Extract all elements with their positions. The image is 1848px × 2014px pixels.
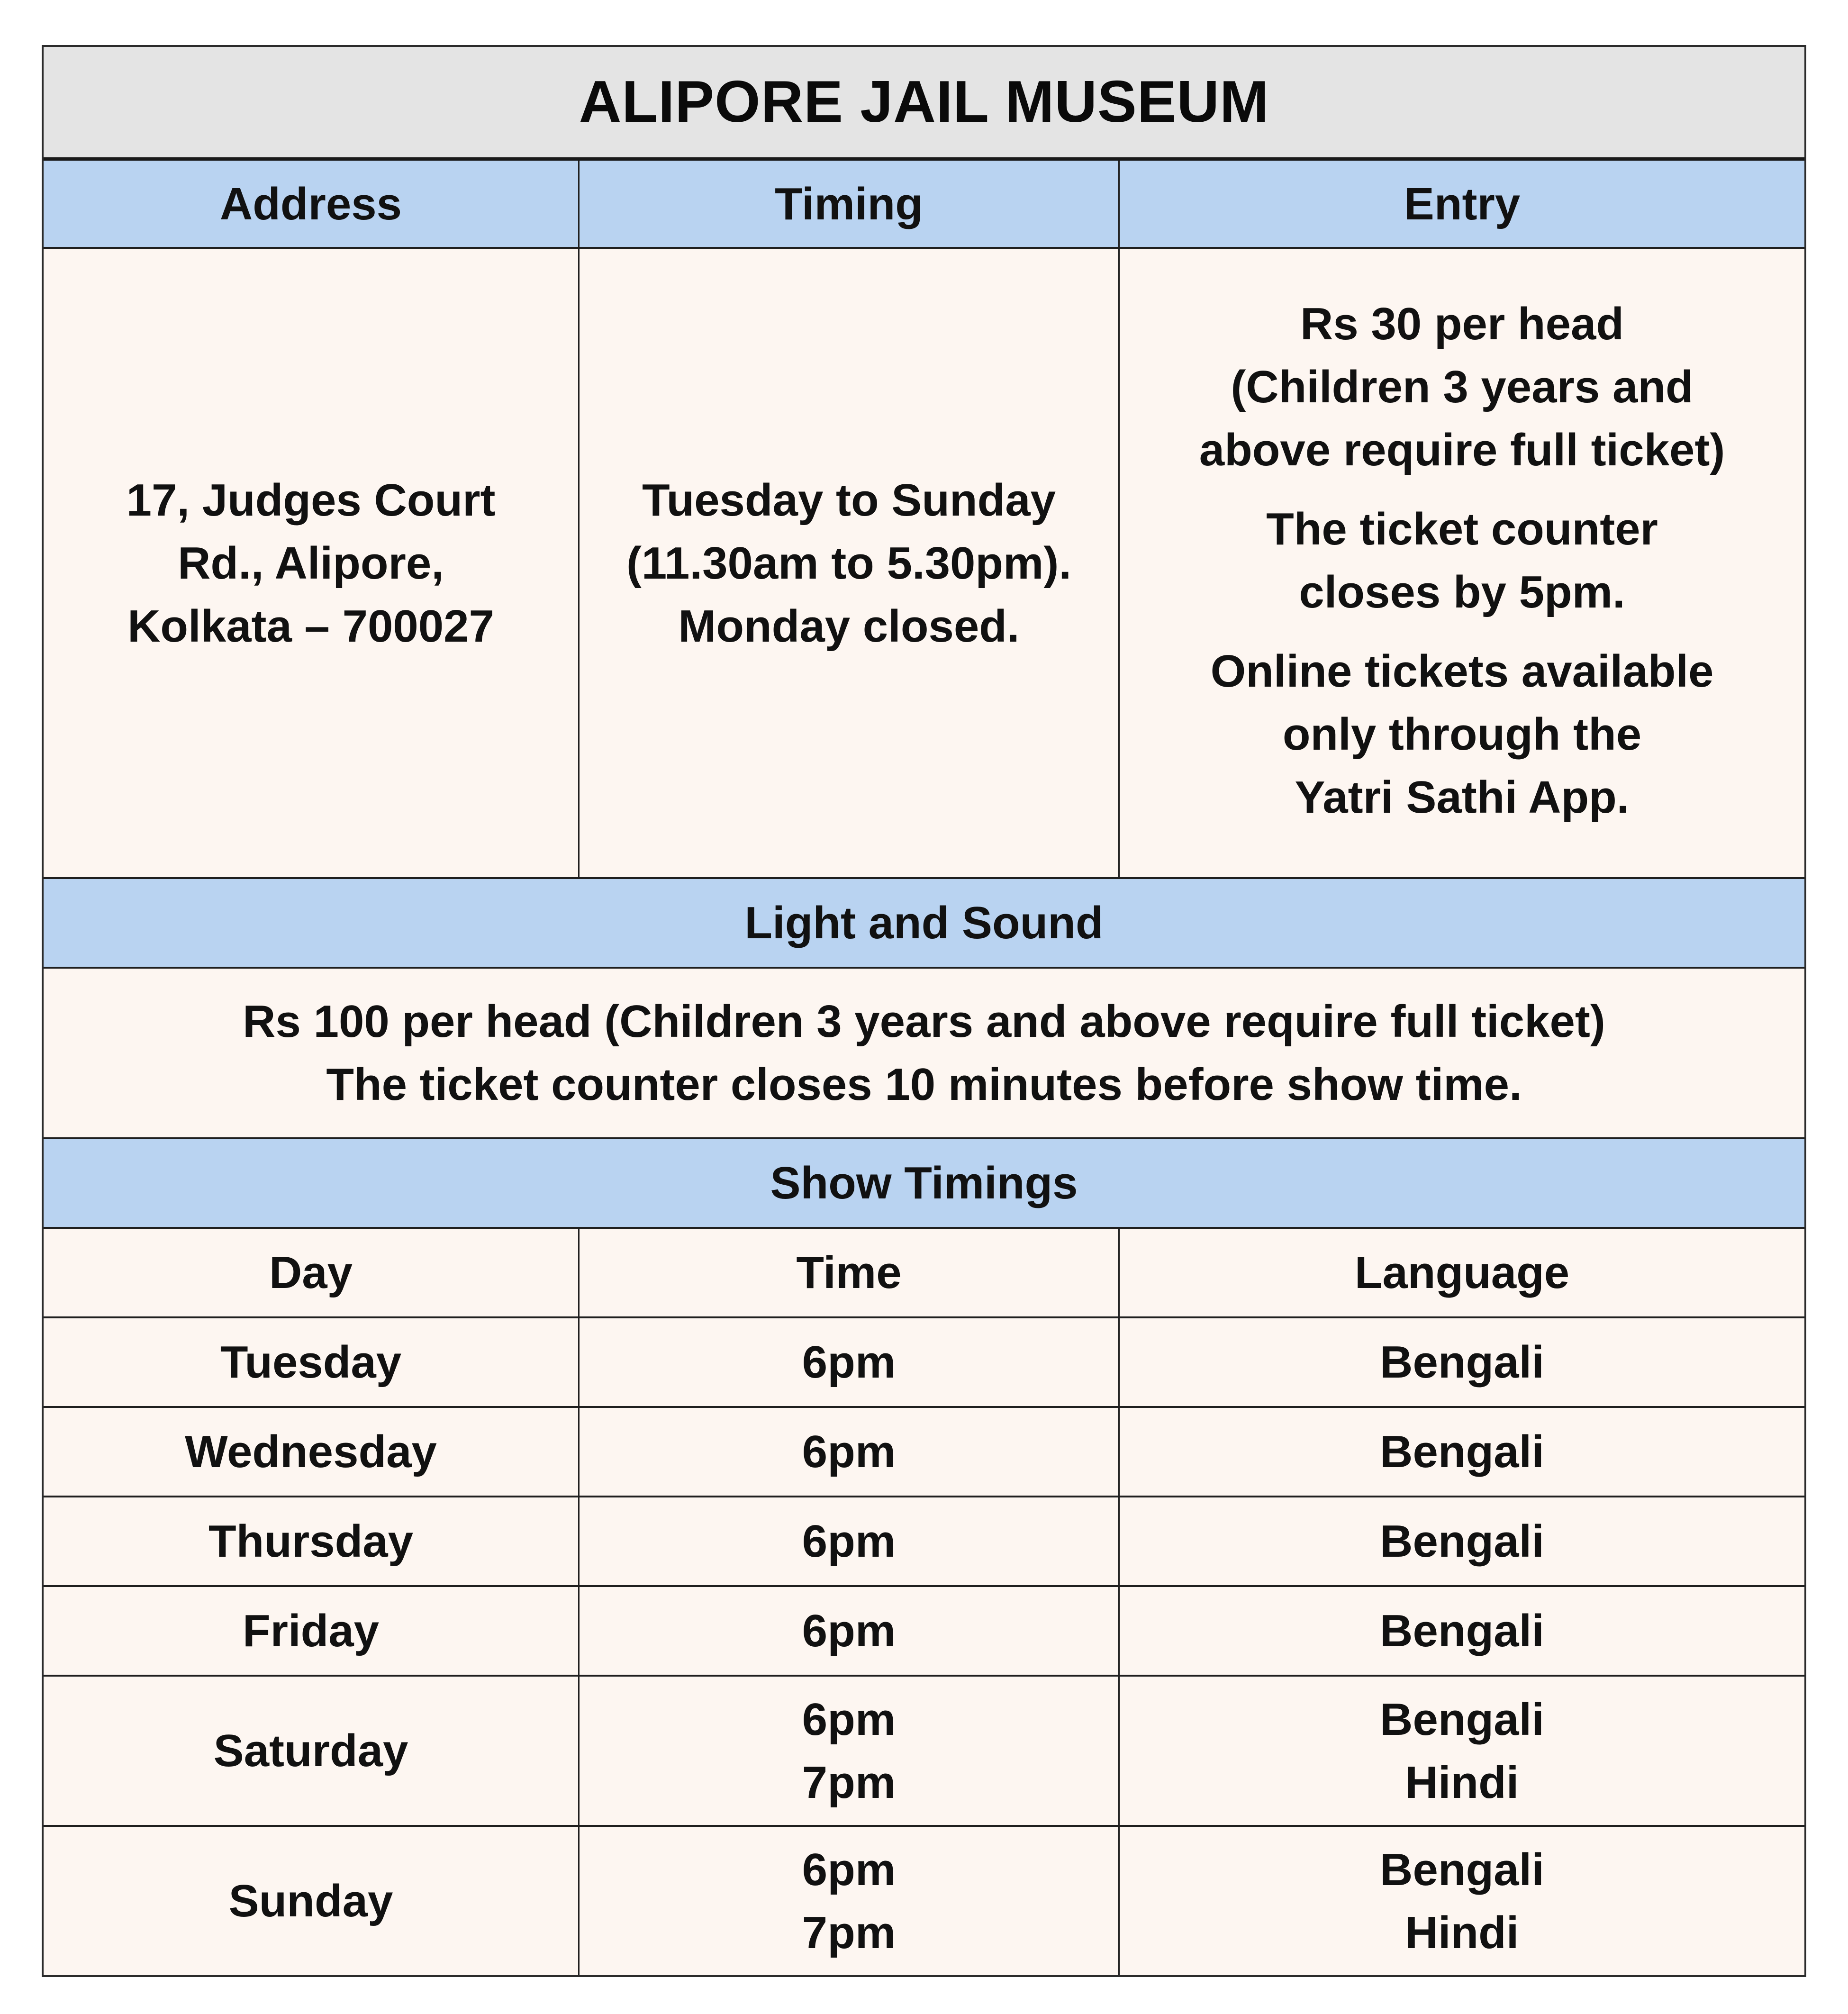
header-address: Address — [219, 178, 402, 229]
light-sound-body — [44, 969, 1804, 1137]
column-header-day: Day — [269, 1247, 353, 1298]
language-value: Hindi — [1405, 1907, 1519, 1958]
language-cell — [1118, 1677, 1804, 1825]
language-value: Bengali — [1380, 1337, 1544, 1388]
entry-line: Online tickets available — [1210, 646, 1714, 697]
title-row — [44, 47, 1804, 157]
ticket-counter-paragraph — [1266, 498, 1658, 624]
online-tickets-paragraph — [1211, 640, 1714, 829]
show-timings-column-headers — [44, 1227, 1804, 1316]
time-cell — [578, 1497, 1118, 1585]
language-value: Bengali — [1380, 1426, 1544, 1477]
entry-cell — [1118, 249, 1804, 877]
day-cell: Sunday — [228, 1876, 393, 1926]
entry-line: The ticket counter — [1266, 504, 1658, 554]
table-row — [44, 1675, 1804, 1825]
timing-cell — [578, 249, 1118, 877]
language-cell — [1118, 1497, 1804, 1585]
time-value: 7pm — [802, 1907, 896, 1958]
table-row — [44, 1406, 1804, 1496]
entry-line: (Children 3 years and — [1231, 362, 1694, 412]
address-cell — [44, 249, 578, 877]
page-title: ALIPORE JAIL MUSEUM — [579, 69, 1269, 135]
day-cell: Wednesday — [185, 1426, 437, 1477]
time-value: 6pm — [802, 1426, 896, 1477]
timing-line: Tuesday to Sunday — [642, 474, 1056, 526]
show-timings-header: Show Timings — [770, 1158, 1078, 1208]
day-cell: Tuesday — [220, 1337, 402, 1388]
address-line: 17, Judges Court — [126, 474, 496, 526]
table-row — [44, 1825, 1804, 1975]
museum-info-table — [42, 45, 1806, 1977]
language-value: Bengali — [1380, 1844, 1544, 1895]
language-value: Bengali — [1380, 1516, 1544, 1567]
time-cell — [578, 1408, 1118, 1496]
time-cell — [578, 1827, 1118, 1975]
time-value: 6pm — [802, 1606, 896, 1656]
timing-line: Monday closed. — [678, 600, 1020, 652]
entry-fee-paragraph — [1199, 292, 1725, 481]
time-cell — [578, 1587, 1118, 1675]
time-value: 6pm — [802, 1516, 896, 1567]
language-value: Bengali — [1380, 1694, 1544, 1745]
light-sound-body-row — [44, 967, 1804, 1137]
entry-line: only through the — [1282, 709, 1642, 760]
address-line: Rd., Alipore, — [178, 537, 444, 589]
header-entry: Entry — [1118, 161, 1804, 247]
language-value: Bengali — [1380, 1606, 1544, 1656]
light-sound-line: Rs 100 per head (Children 3 years and above require full ticket) — [243, 996, 1605, 1047]
time-value: 7pm — [802, 1757, 896, 1808]
time-value: 6pm — [802, 1844, 896, 1895]
language-cell — [1118, 1827, 1804, 1975]
table-row — [44, 1496, 1804, 1585]
day-cell: Friday — [242, 1606, 380, 1656]
time-value: 6pm — [802, 1337, 896, 1388]
info-header-row — [44, 157, 1804, 247]
language-value: Hindi — [1405, 1757, 1519, 1808]
address-line: Kolkata – 700027 — [127, 600, 494, 652]
entry-line: closes by 5pm. — [1299, 567, 1625, 617]
timing-line: (11.30am to 5.30pm). — [626, 537, 1072, 589]
entry-line: Yatri Sathi App. — [1295, 772, 1630, 823]
light-sound-line: The ticket counter closes 10 minutes before show time. — [326, 1059, 1522, 1110]
time-value: 6pm — [802, 1694, 896, 1745]
day-cell: Thursday — [208, 1516, 414, 1567]
time-cell — [578, 1677, 1118, 1825]
language-cell — [1118, 1408, 1804, 1496]
column-header-language: Language — [1118, 1229, 1804, 1316]
column-header-time: Time — [578, 1229, 1118, 1316]
time-cell — [578, 1318, 1118, 1406]
entry-line: above require full ticket) — [1199, 425, 1725, 475]
header-timing: Timing — [578, 161, 1118, 247]
day-cell: Saturday — [213, 1725, 408, 1776]
show-timings-header-row — [44, 1137, 1804, 1227]
info-content-row — [44, 247, 1804, 877]
light-sound-header-row — [44, 877, 1804, 967]
table-row — [44, 1316, 1804, 1406]
language-cell — [1118, 1318, 1804, 1406]
light-sound-header: Light and Sound — [744, 898, 1104, 948]
entry-line: Rs 30 per head — [1300, 299, 1624, 349]
table-row — [44, 1585, 1804, 1675]
language-cell — [1118, 1587, 1804, 1675]
